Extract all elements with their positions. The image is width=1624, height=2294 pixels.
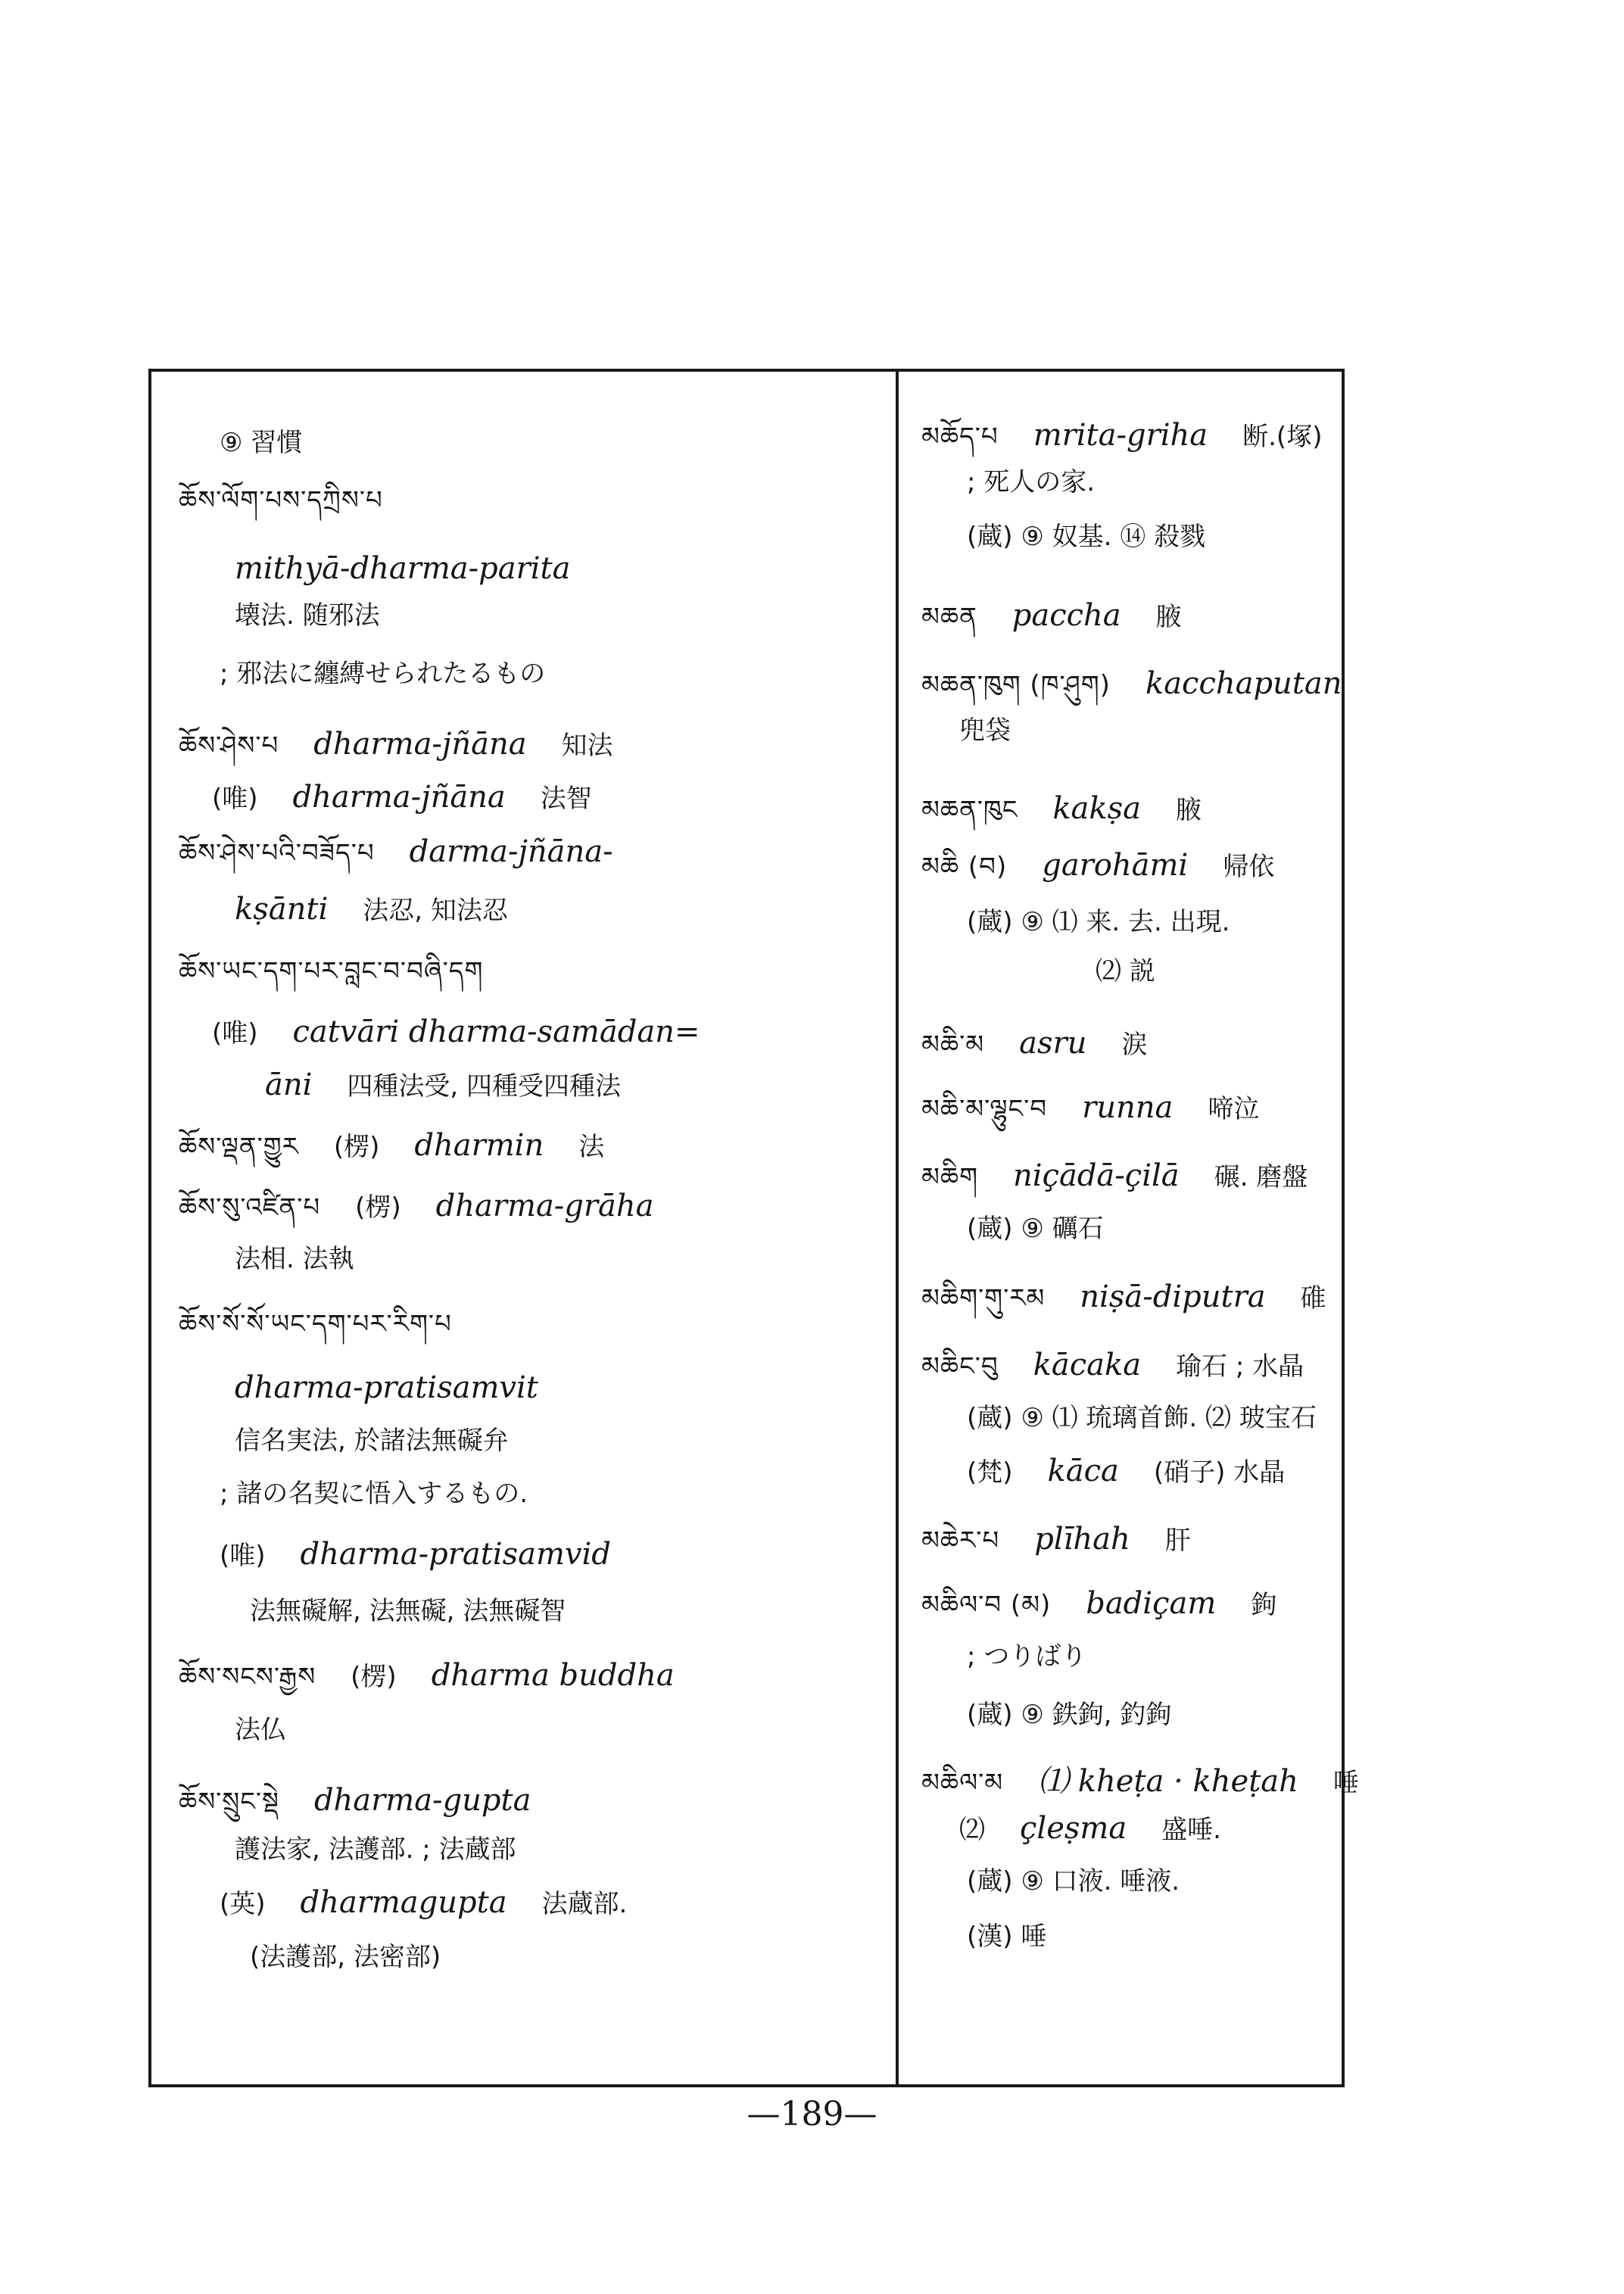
tibetan-headword: ཆོས་སངས་རྒྱས [179,1662,316,1692]
right-entry-line [921,1027,1147,1063]
japanese-gloss: (唯) [220,1541,266,1571]
sanskrit-term: dharma buddha [431,1658,675,1693]
left-entry-line [235,552,570,588]
sanskrit-term: mrita-griha [1033,418,1208,453]
left-entry-line [179,1189,653,1226]
right-entry-line [967,1920,1046,1956]
sanskrit-term: dharma-jñāna [292,780,506,815]
sanskrit-term: dharma-jñāna [313,727,527,762]
tibetan-headword: མཆན་ཁུང [921,795,1018,825]
left-entry-line [235,1713,286,1750]
japanese-gloss: 知法 [561,731,613,761]
sanskrit-term: plīhah [1034,1522,1130,1557]
japanese-gloss: 啼泣 [1208,1094,1260,1124]
tibetan-headword: ཆོས་སྲུང་སྡེ [179,1787,279,1817]
sanskrit-term: paccha [1011,598,1121,633]
sanskrit-term: āni [265,1068,313,1102]
sanskrit-term: dharma-grāha [435,1189,654,1223]
right-entry-line [967,1212,1104,1248]
tibetan-headword: ཆོས་ཤེས་པའི་བཟོད་པ [179,838,375,868]
left-entry-line [179,955,483,991]
right-entry-line [967,1640,1086,1676]
sanskrit-term: kācaka [1033,1348,1142,1382]
sanskrit-term: dharma-gupta [313,1783,531,1818]
japanese-gloss: (蔵) ⑨ ⑴ 来. 去. 出現. [967,907,1230,937]
japanese-gloss: 兜袋 [959,715,1011,746]
tibetan-headword: མཆིག [921,1162,979,1192]
japanese-gloss: (蔵) ⑨ 奴基. ⑭ 殺戮 [967,522,1206,552]
japanese-gloss: ; 邪法に纏縛せられたるもの [220,659,546,689]
right-entry-line [921,419,1322,455]
japanese-gloss: (楞) [351,1662,397,1692]
right-entry-line [967,1698,1171,1735]
japanese-gloss: 法仏 [235,1715,286,1745]
japanese-gloss: 壊法. 随邪法 [235,600,380,631]
left-entry-line [179,1129,604,1165]
left-entry-line [220,657,545,693]
left-entry-line [179,1308,452,1344]
tibetan-headword: མཆི་མ་ལྷུང་བ [921,1094,1048,1124]
sanskrit-term: kṣānti [235,892,329,927]
right-entry-line [921,1159,1308,1195]
left-entry-line [265,1068,621,1105]
sanskrit-term: mithyā-dharma-parita [235,551,571,586]
japanese-gloss: 法忍, 知法忍 [363,896,508,926]
sanskrit-term: dharma-pratisamvit [235,1370,538,1405]
japanese-gloss: 腋 [1176,795,1202,825]
left-entry-line [235,893,508,929]
sanskrit-term: catvāri dharma-samādan= [292,1015,700,1049]
right-entry-line [921,667,1342,703]
japanese-gloss: (楞) [355,1192,401,1223]
sanskrit-term: kacchaputan [1145,666,1342,701]
left-entry-line [179,1659,675,1695]
sanskrit-term: dharma-pratisamvid [300,1537,611,1572]
sanskrit-term: dharmin [414,1128,544,1163]
japanese-gloss: 唾 [1333,1768,1359,1798]
left-entry-line [250,1940,441,1977]
japanese-gloss: (法護部, 法密部) [250,1942,441,1972]
sanskrit-term: asru [1019,1026,1087,1061]
left-entry-line [235,599,380,635]
left-entry-line [179,835,613,871]
japanese-gloss: 断.(塚) [1242,422,1323,452]
japanese-gloss: 法蔵部. [541,1889,628,1919]
right-entry-line [921,599,1182,635]
japanese-gloss: 法無礙解, 法無礙, 法無礙智 [250,1596,566,1626]
right-entry-line [959,714,1011,750]
japanese-gloss: 法智 [540,784,592,814]
japanese-gloss: (硝子) 水晶 [1153,1457,1286,1488]
tibetan-headword: ཆོས་ཡང་དག་པར་བླང་བ་བཞི་དག [179,956,484,986]
right-entry-line [921,849,1274,885]
tibetan-headword: མཆོད་པ [921,422,999,452]
tibetan-headword: ཆོས་ལོག་པས་དཀྲིས་པ [179,485,383,516]
japanese-gloss: 肝 [1164,1526,1191,1556]
tibetan-headword: མཆི་མ [921,1030,985,1060]
japanese-gloss: (蔵) ⑨ 礪石 [967,1214,1104,1244]
sanskrit-term: kāca [1047,1454,1119,1488]
japanese-gloss: 碾. 磨盤 [1214,1162,1308,1192]
left-entry-line [220,426,302,463]
japanese-gloss: ; つりばり [967,1641,1087,1672]
left-entry-line [179,1784,531,1820]
left-entry-line [212,1015,700,1052]
sanskrit-term: niçādā-çilā [1013,1158,1180,1193]
sanskrit-term: kakṣa [1052,791,1142,826]
left-entry-line [250,1594,566,1631]
japanese-gloss: (蔵) ⑨ ⑴ 琉璃首飾. ⑵ 玻宝石 [967,1403,1317,1433]
sanskrit-term: çleṣma [1020,1811,1127,1846]
japanese-gloss: 碓 [1300,1283,1326,1314]
right-entry-line [967,1454,1285,1491]
sanskrit-term: ⑴ kheṭa · kheṭah [1038,1764,1298,1799]
left-entry-line [179,728,613,764]
left-entry-line [235,1371,538,1407]
left-column [151,372,896,2084]
right-entry-line [921,1091,1259,1127]
tibetan-headword: མཆིལ་མ [921,1768,1004,1798]
japanese-gloss: ; 諸の名契に悟入するもの. [220,1479,528,1509]
japanese-gloss: (蔵) ⑨ 口液. 唾液. [967,1866,1180,1897]
japanese-gloss: 護法家, 法護部. ; 法蔵部 [235,1834,516,1865]
japanese-gloss: 法相. 法執 [235,1244,354,1274]
tibetan-headword: མཆེར་པ [921,1526,1000,1556]
tibetan-headword: མཆི (བ) [921,852,1008,882]
tibetan-headword: མཆིག་གུ་རམ [921,1283,1046,1314]
japanese-gloss: 帰依 [1223,852,1275,882]
right-entry-line [921,1348,1304,1385]
right-entry-line [967,520,1205,556]
japanese-gloss: (唯) [212,784,258,814]
tibetan-headword: མཆིང་བུ [921,1351,999,1382]
japanese-gloss: 腋 [1155,602,1182,632]
right-column [899,372,1359,2084]
japanese-gloss: 鉤 [1251,1590,1277,1620]
right-entry-line [967,466,1095,502]
sanskrit-term: badiçam [1086,1586,1217,1621]
sanskrit-term: dharmagupta [300,1885,507,1920]
sanskrit-term: garohāmi [1042,848,1189,883]
japanese-gloss: (英) [220,1889,266,1919]
japanese-gloss: (楞) [333,1132,380,1162]
right-entry-line [967,1401,1317,1438]
right-entry-line [921,792,1202,828]
right-entry-line [921,1765,1359,1801]
tibetan-headword: མཆན་ཁུག (ཁ་ཤུག) [921,670,1111,700]
japanese-gloss: 涙 [1121,1030,1148,1060]
sanskrit-term: niṣā-diputra [1080,1279,1266,1314]
left-entry-line [220,1886,627,1922]
right-entry-line [921,1587,1276,1623]
tibetan-headword: ཆོས་ལྡན་གྱུར [179,1132,299,1162]
right-entry-line [921,1280,1326,1317]
right-entry-line [959,1812,1221,1848]
tibetan-headword: མཆིལ་བ (མ) [921,1590,1052,1620]
japanese-gloss: ; 死人の家. [967,467,1096,497]
tibetan-headword: མཆན [921,602,977,632]
left-entry-line [220,1477,528,1513]
right-entry-line [1096,955,1155,991]
japanese-gloss: 信名実法, 於諸法無礙弁 [235,1426,509,1456]
tibetan-headword: ཆོས་ཤེས་པ [179,731,279,761]
page-number: —189— [747,2095,877,2133]
left-entry-line [235,1833,516,1869]
left-entry-line [212,781,592,817]
japanese-gloss: (蔵) ⑨ 鉄鉤, 釣鉤 [967,1700,1172,1730]
japanese-gloss: (梵) [967,1457,1013,1488]
japanese-gloss: 瑜石 ; 水晶 [1176,1351,1304,1382]
tibetan-headword: ཆོས་སོ་སོ་ཡང་དག་པར་རིག་པ [179,1309,452,1339]
tibetan-headword: ཆོས་སུ་འཛིན་པ [179,1192,321,1223]
right-entry-line [921,1523,1191,1559]
sanskrit-term: runna [1082,1090,1174,1125]
left-entry-line [220,1538,611,1574]
right-entry-line [967,1865,1180,1901]
left-entry-line [235,1424,509,1460]
japanese-gloss: (漢) 唾 [967,1922,1047,1952]
left-entry-line [235,1242,354,1279]
japanese-gloss: ⑵ [959,1815,985,1845]
sanskrit-term: darma-jñāna- [409,834,613,869]
japanese-gloss: ⑨ 習慣 [220,428,303,458]
japanese-gloss: 盛唾. [1161,1815,1221,1845]
japanese-gloss: 四種法受, 四種受四種法 [347,1071,622,1102]
entry-frame [148,369,1359,2087]
japanese-gloss: ⑵ 説 [1096,956,1155,986]
right-entry-line [967,905,1230,942]
japanese-gloss: (唯) [212,1018,258,1049]
left-entry-line [179,484,383,520]
japanese-gloss: 法 [578,1132,605,1162]
